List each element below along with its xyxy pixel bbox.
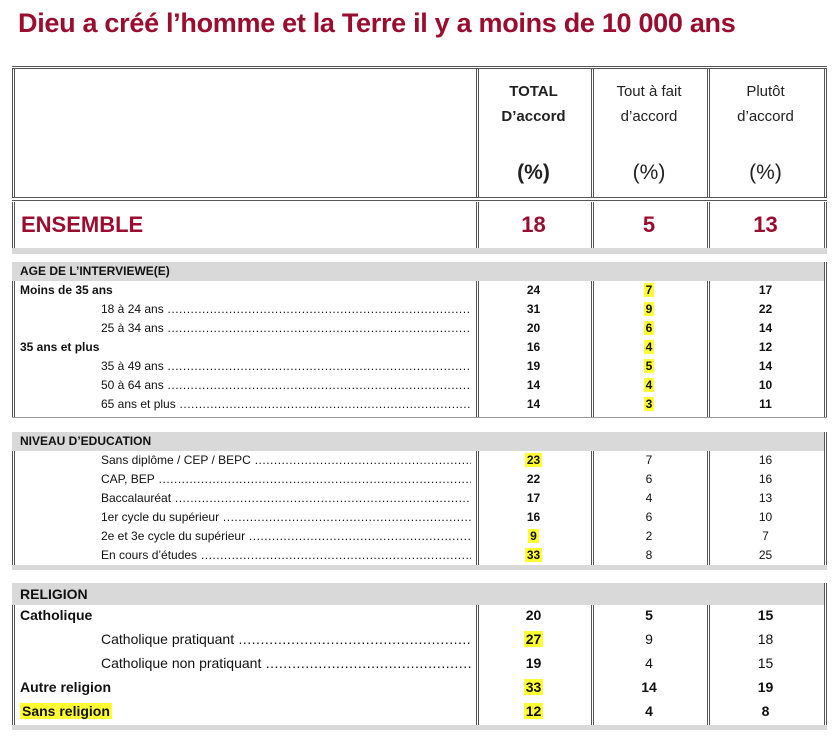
value-text: 14 bbox=[758, 359, 773, 373]
border bbox=[824, 69, 827, 198]
value-plutot bbox=[707, 359, 824, 373]
ensemble-row bbox=[12, 202, 827, 248]
value-text: 14 bbox=[526, 397, 541, 411]
value-text: 12 bbox=[525, 703, 542, 719]
value-total bbox=[476, 359, 591, 373]
value-text: 5 bbox=[645, 607, 653, 623]
value-text: 16 bbox=[758, 472, 773, 486]
unit-label: (%) bbox=[749, 161, 782, 184]
value-plutot bbox=[707, 631, 824, 647]
value-total bbox=[476, 607, 591, 623]
value-total bbox=[476, 397, 591, 411]
value-plutot bbox=[707, 703, 824, 719]
section-divider bbox=[12, 725, 827, 730]
row-label bbox=[20, 283, 113, 297]
column-header-total bbox=[476, 69, 591, 198]
row-label bbox=[101, 491, 471, 505]
value-text: 16 bbox=[526, 340, 541, 354]
border bbox=[824, 202, 827, 248]
value-text: 18 bbox=[757, 631, 774, 647]
row-label bbox=[101, 655, 471, 671]
column-header-plutot bbox=[707, 69, 824, 198]
value-text: 9 bbox=[645, 631, 653, 647]
value-tout-a-fait bbox=[591, 679, 707, 695]
value-plutot bbox=[707, 472, 824, 486]
value-text: 3 bbox=[645, 397, 653, 411]
row-label-text: 18 à 24 ans bbox=[101, 302, 164, 316]
value-tout-a-fait bbox=[591, 472, 707, 486]
value-plutot bbox=[707, 548, 824, 562]
value-text: 13 bbox=[758, 491, 773, 505]
value-total bbox=[476, 453, 591, 467]
value-text: 14 bbox=[758, 321, 773, 335]
row-label bbox=[20, 607, 92, 623]
table-row bbox=[12, 629, 827, 653]
value-text: 19 bbox=[525, 655, 542, 671]
row-label bbox=[101, 378, 471, 392]
section-0 bbox=[12, 262, 827, 417]
value-tout-a-fait bbox=[591, 359, 707, 373]
header-divider bbox=[12, 197, 827, 201]
value-plutot bbox=[707, 679, 824, 695]
value-text: 9 bbox=[530, 529, 537, 543]
table-row bbox=[12, 338, 827, 357]
row-label bbox=[101, 397, 471, 411]
value-total bbox=[476, 472, 591, 486]
row-label-text: Catholique bbox=[20, 607, 93, 623]
row-label bbox=[20, 340, 99, 354]
value-text: 10 bbox=[758, 378, 773, 392]
value-plutot bbox=[707, 453, 824, 467]
row-label bbox=[101, 472, 471, 486]
value-text: 23 bbox=[526, 453, 541, 467]
value-tout-a-fait bbox=[591, 397, 707, 411]
ensemble-label: ENSEMBLE bbox=[21, 212, 144, 237]
value-text: 20 bbox=[525, 607, 542, 623]
value-text: 15 bbox=[757, 655, 774, 671]
value-total bbox=[476, 283, 591, 297]
row-label-text: CAP, BEP bbox=[101, 472, 155, 486]
table-row bbox=[12, 319, 827, 338]
table-row bbox=[12, 677, 827, 701]
header-line: Plutôt bbox=[746, 83, 785, 100]
column-header-tout-a-fait bbox=[591, 69, 707, 198]
row-label-text: Catholique pratiquant bbox=[101, 631, 235, 647]
unit-label: (%) bbox=[632, 161, 666, 184]
value-text: 33 bbox=[526, 548, 541, 562]
value-text: 19 bbox=[526, 359, 541, 373]
row-label bbox=[101, 529, 471, 543]
value-plutot bbox=[707, 283, 824, 297]
page-title: Dieu a créé l’homme et la Terre il y a moins de 10 000 ans bbox=[18, 8, 736, 38]
value-tout-a-fait bbox=[591, 321, 707, 335]
value-total bbox=[476, 548, 591, 562]
border bbox=[12, 202, 15, 248]
value-text: 4 bbox=[645, 703, 653, 719]
row-label-text: 1er cycle du supérieur bbox=[101, 510, 220, 524]
value-text: 17 bbox=[758, 283, 773, 297]
section-heading bbox=[12, 583, 824, 605]
table-row bbox=[12, 605, 827, 629]
value-text: 16 bbox=[758, 453, 773, 467]
row-label bbox=[101, 548, 471, 562]
value-text: 5 bbox=[645, 359, 653, 373]
row-label-text: Sans religion bbox=[22, 703, 110, 719]
row-label-text: 35 à 49 ans bbox=[101, 359, 164, 373]
row-label-text: En cours d’études bbox=[101, 548, 198, 562]
table-row bbox=[12, 376, 827, 395]
value-text: 7 bbox=[645, 283, 653, 297]
value-total bbox=[476, 302, 591, 316]
value-plutot bbox=[707, 655, 824, 671]
value-text: 4 bbox=[645, 491, 653, 505]
value-tout-a-fait bbox=[591, 529, 707, 543]
value-plutot bbox=[707, 510, 824, 524]
value-total bbox=[476, 378, 591, 392]
value-plutot bbox=[707, 607, 824, 623]
section-heading bbox=[12, 262, 824, 281]
header-line: Tout à fait bbox=[616, 83, 682, 100]
value-text: 27 bbox=[525, 631, 542, 647]
value-tout-a-fait bbox=[591, 453, 707, 467]
table-row bbox=[12, 508, 827, 527]
table-header bbox=[12, 66, 827, 198]
border bbox=[12, 69, 15, 198]
row-label bbox=[101, 510, 471, 524]
value-text: 7 bbox=[762, 529, 769, 543]
value-plutot bbox=[707, 397, 824, 411]
value-total bbox=[476, 679, 591, 695]
value-text: 7 bbox=[645, 453, 653, 467]
header-line: D’accord bbox=[501, 108, 566, 125]
value-tout-a-fait bbox=[591, 631, 707, 647]
row-label-text: Autre religion bbox=[20, 679, 112, 695]
value-text: 24 bbox=[526, 283, 541, 297]
row-label bbox=[101, 302, 471, 316]
row-label-text: Moins de 35 ans bbox=[20, 283, 113, 297]
row-label bbox=[101, 453, 471, 467]
value-tout-a-fait bbox=[591, 378, 707, 392]
value-text: 10 bbox=[758, 510, 773, 524]
value-text: 16 bbox=[526, 510, 541, 524]
band bbox=[12, 248, 827, 254]
value-text: 6 bbox=[645, 510, 653, 524]
value-tout-a-fait bbox=[591, 655, 707, 671]
value-text: 14 bbox=[526, 378, 541, 392]
section-2 bbox=[12, 583, 827, 730]
value-tout-a-fait bbox=[591, 703, 707, 719]
value-total bbox=[476, 703, 591, 719]
value-text: 6 bbox=[645, 472, 653, 486]
header-line: d’accord bbox=[620, 108, 678, 125]
value-plutot bbox=[707, 529, 824, 543]
section-divider bbox=[12, 565, 827, 570]
row-label-text: 65 ans et plus bbox=[101, 397, 176, 411]
value-total bbox=[476, 321, 591, 335]
ensemble-total: 18 bbox=[521, 212, 546, 237]
row-label bbox=[101, 631, 471, 647]
value-total bbox=[476, 655, 591, 671]
value-tout-a-fait bbox=[591, 491, 707, 505]
value-text: 33 bbox=[525, 679, 542, 695]
value-plutot bbox=[707, 302, 824, 316]
table-row bbox=[12, 395, 827, 414]
value-text: 2 bbox=[645, 529, 653, 543]
value-text: 25 bbox=[758, 548, 773, 562]
value-text: 17 bbox=[526, 491, 541, 505]
value-text: 8 bbox=[645, 548, 653, 562]
ensemble-tout-a-fait: 5 bbox=[642, 212, 656, 237]
table-row bbox=[12, 357, 827, 376]
row-label-text: 2e et 3e cycle du supérieur bbox=[101, 529, 246, 543]
table-row bbox=[12, 527, 827, 546]
value-text: 22 bbox=[526, 472, 541, 486]
row-label-text: 35 ans et plus bbox=[20, 340, 100, 354]
value-text: 11 bbox=[759, 397, 772, 411]
row-label-text: Sans diplôme / CEP / BEPC bbox=[101, 453, 251, 467]
section-1 bbox=[12, 432, 827, 570]
value-tout-a-fait bbox=[591, 548, 707, 562]
row-label-text: 25 à 34 ans bbox=[101, 321, 164, 335]
value-text: 22 bbox=[758, 302, 773, 316]
header-line: d’accord bbox=[737, 108, 794, 125]
value-plutot bbox=[707, 340, 824, 354]
section-heading bbox=[12, 432, 824, 451]
row-label bbox=[20, 703, 112, 719]
value-total bbox=[476, 631, 591, 647]
table-row bbox=[12, 281, 827, 300]
value-total bbox=[476, 529, 591, 543]
value-text: 4 bbox=[645, 340, 653, 354]
value-text: 8 bbox=[761, 703, 770, 719]
row-label bbox=[101, 321, 471, 335]
value-tout-a-fait bbox=[591, 302, 707, 316]
row-label bbox=[101, 359, 471, 373]
value-tout-a-fait bbox=[591, 607, 707, 623]
value-text: 4 bbox=[645, 378, 653, 392]
value-tout-a-fait bbox=[591, 340, 707, 354]
row-label-text: 50 à 64 ans bbox=[101, 378, 164, 392]
section-heading-label: AGE DE L’INTERVIEWE(E) bbox=[20, 264, 170, 278]
value-text: 19 bbox=[757, 679, 774, 695]
header-line: TOTAL bbox=[509, 83, 558, 100]
value-text: 14 bbox=[641, 679, 657, 695]
table-row bbox=[12, 546, 827, 565]
value-text: 15 bbox=[757, 607, 774, 623]
value-total bbox=[476, 340, 591, 354]
table-row bbox=[12, 451, 827, 470]
value-tout-a-fait bbox=[591, 510, 707, 524]
table-row bbox=[12, 489, 827, 508]
unit-label: (%) bbox=[517, 161, 550, 184]
value-text: 31 bbox=[526, 302, 541, 316]
ensemble-plutot: 13 bbox=[753, 212, 778, 237]
value-tout-a-fait bbox=[591, 283, 707, 297]
value-total bbox=[476, 491, 591, 505]
value-plutot bbox=[707, 321, 824, 335]
value-plutot bbox=[707, 378, 824, 392]
table-row bbox=[12, 300, 827, 319]
value-text: 9 bbox=[645, 302, 653, 316]
row-label-text: Baccalauréat bbox=[101, 491, 172, 505]
table-row bbox=[12, 470, 827, 489]
value-total bbox=[476, 510, 591, 524]
row-label-text: Catholique non pratiquant bbox=[101, 655, 262, 671]
section-heading-label: RELIGION bbox=[20, 586, 88, 602]
row-label bbox=[20, 679, 111, 695]
value-text: 4 bbox=[645, 655, 653, 671]
value-text: 12 bbox=[758, 340, 773, 354]
table-row bbox=[12, 653, 827, 677]
value-plutot bbox=[707, 491, 824, 505]
table-row bbox=[12, 701, 827, 725]
section-divider bbox=[12, 417, 827, 418]
value-text: 20 bbox=[526, 321, 541, 335]
value-text: 6 bbox=[645, 321, 653, 335]
section-heading-label: NIVEAU D’EDUCATION bbox=[20, 434, 152, 448]
